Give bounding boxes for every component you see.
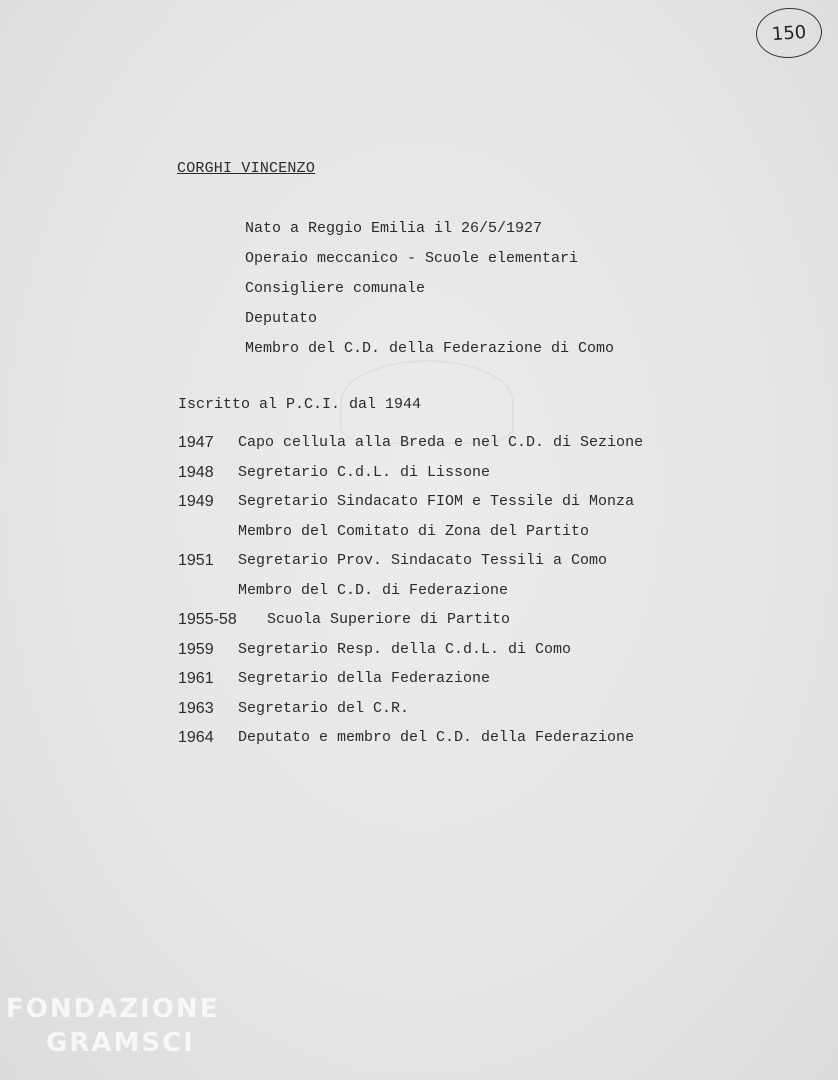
career-list bbox=[178, 432, 643, 757]
career-row bbox=[178, 727, 643, 757]
career-text: Segretario del C.R. bbox=[238, 699, 410, 717]
career-row bbox=[178, 639, 643, 669]
career-text: Segretario C.d.L. di Lissone bbox=[238, 463, 491, 481]
career-row bbox=[178, 521, 643, 551]
career-row bbox=[178, 462, 643, 492]
bio-line: Nato a Reggio Emilia il 26/5/1927 bbox=[245, 220, 543, 237]
career-text: Membro del Comitato di Zona del Partito bbox=[238, 522, 590, 540]
career-text: Segretario della Federazione bbox=[238, 670, 491, 687]
bio-line: Operaio meccanico - Scuole elementari bbox=[245, 250, 579, 267]
career-row bbox=[178, 580, 643, 610]
career-year: 1964 bbox=[178, 729, 214, 746]
career-row bbox=[178, 491, 643, 521]
foundation-watermark bbox=[6, 992, 219, 1060]
stamp-number: 150 bbox=[771, 21, 807, 45]
career-text: Segretario Prov. Sindacato Tessili a Como bbox=[238, 552, 608, 569]
career-row bbox=[178, 550, 643, 580]
bio-line: Deputato bbox=[245, 310, 318, 327]
career-text: Segretario Sindacato FIOM e Tessile di Monza bbox=[238, 493, 635, 510]
career-year: 1955-58 bbox=[178, 611, 237, 628]
career-year: 1963 bbox=[178, 699, 214, 717]
career-year bbox=[178, 580, 238, 610]
enrollment-line: Iscritto al P.C.I. dal 1944 bbox=[178, 396, 422, 413]
watermark-line: FONDAZIONE bbox=[6, 994, 220, 1024]
bio-block bbox=[245, 218, 614, 368]
career-row bbox=[178, 668, 643, 698]
career-text: Deputato e membro del C.D. della Federazione bbox=[238, 729, 635, 746]
career-row bbox=[178, 698, 643, 728]
bio-line: Membro del C.D. della Federazione di Como bbox=[245, 340, 615, 357]
career-text: Scuola Superiore di Partito bbox=[267, 611, 511, 628]
person-name-title: CORGHI VINCENZO bbox=[177, 160, 316, 177]
career-text: Segretario Resp. della C.d.L. di Como bbox=[238, 640, 572, 658]
career-row bbox=[178, 609, 643, 639]
career-year: 1961 bbox=[178, 670, 214, 687]
career-text: Membro del C.D. di Federazione bbox=[238, 581, 509, 599]
career-year bbox=[178, 521, 238, 551]
bio-line: Consigliere comunale bbox=[245, 280, 426, 297]
career-year: 1951 bbox=[178, 552, 214, 569]
watermark-line: GRAMSCI bbox=[46, 1028, 195, 1058]
career-row bbox=[178, 432, 643, 462]
career-year: 1948 bbox=[178, 463, 214, 481]
career-year: 1947 bbox=[178, 434, 214, 451]
career-year: 1949 bbox=[178, 493, 214, 510]
page-number-stamp bbox=[754, 6, 823, 60]
career-text: Capo cellula alla Breda e nel C.D. di Sezione bbox=[238, 434, 644, 451]
career-year: 1959 bbox=[178, 640, 214, 658]
